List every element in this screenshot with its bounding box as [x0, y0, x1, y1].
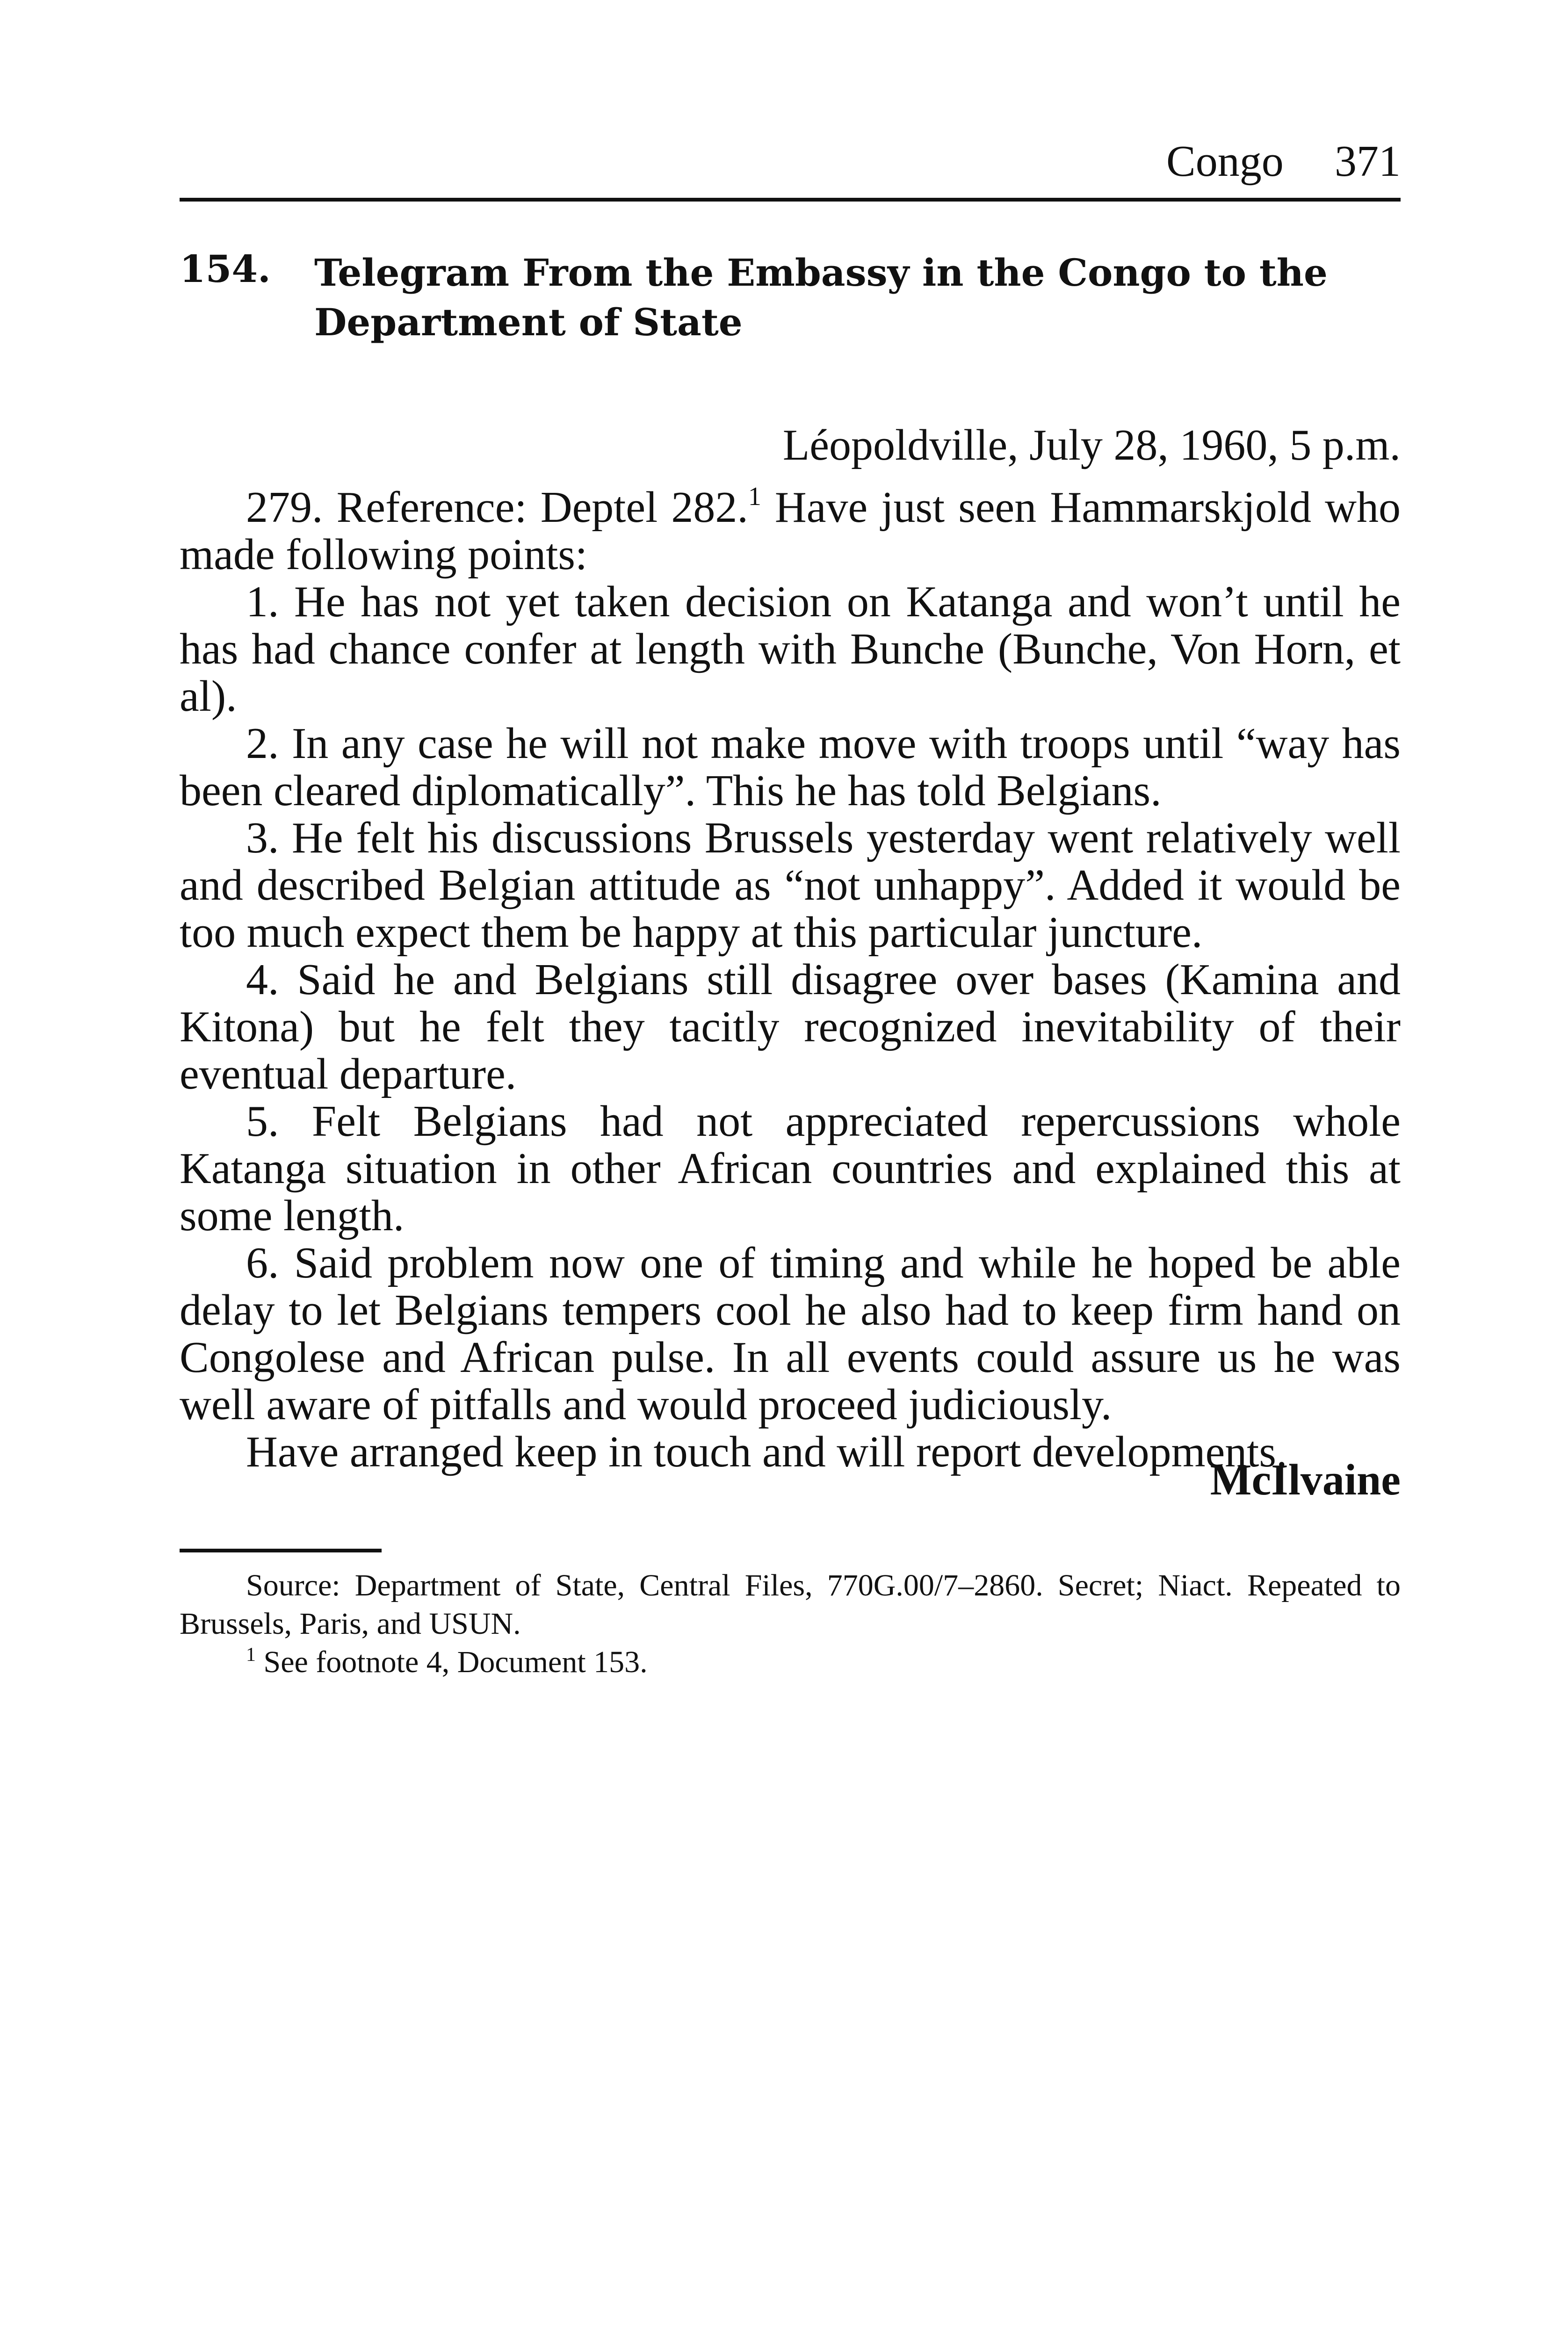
point-paragraph: 2. In any case he will not make move with troops until “way has been cleared diplomatically”. This he has told Belgians. [180, 719, 1401, 815]
footnote-1 [180, 1643, 1401, 1681]
footnote-ref: 1 [748, 482, 761, 511]
document-title: Telegram From the Embassy in the Congo to the Department of State [314, 251, 1328, 344]
source-note: Source: Department of State, Central Files, 770G.00/7–2860. Secret; Niact. Repeated to Brussels, Paris, and USUN. [180, 1568, 1401, 1641]
point-paragraph: 6. Said problem now one of timing and while he hoped be able delay to let Belgians tempers cool he also had to keep firm hand on Congolese and African pulse. In all events could assure us he was well aware of pitfalls and would proceed judiciously. [180, 1239, 1401, 1429]
footnote-1-text: See footnote 4, Document 153. [256, 1645, 648, 1679]
header-title: Congo [1166, 137, 1284, 186]
footnote-1-marker: 1 [246, 1644, 256, 1666]
page-number: 371 [1335, 137, 1401, 186]
footnotes [180, 1566, 1401, 1681]
intro-text-continued: Have just seen Hammarskjold who made following points: [180, 483, 1401, 579]
footnote-rule [180, 1549, 382, 1552]
document-number: 154. [180, 247, 271, 291]
dateline: Léopoldville, July 28, 1960, 5 p.m. [782, 421, 1401, 469]
point-paragraph: 4. Said he and Belgians still disagree over bases (Kamina and Kitona) but he felt they tacitly recognized inevitability of their eventual departure. [180, 955, 1401, 1098]
telegram-body [180, 484, 1401, 1476]
intro-paragraph [180, 484, 1401, 578]
point-paragraph: 5. Felt Belgians had not appreciated repercussions whole Katanga situation in other African countries and explained this at some length. [180, 1097, 1401, 1240]
intro-text: 279. Reference: Deptel 282. [246, 483, 748, 532]
header-rule [180, 198, 1401, 202]
point-paragraph: 3. He felt his discussions Brussels yesterday went relatively well and described Belgian attitude as “not unhappy”. Added it would be too much expect them be happy at this particular juncture. [180, 814, 1401, 957]
point-paragraph: 1. He has not yet taken decision on Katanga and won’t until he has had chance confer at length with Bunche (Bunche, Von Horn, et al). [180, 577, 1401, 721]
closing-paragraph: Have arranged keep in touch and will report developments. [246, 1428, 1287, 1476]
signature: McIlvaine [1210, 1456, 1401, 1504]
